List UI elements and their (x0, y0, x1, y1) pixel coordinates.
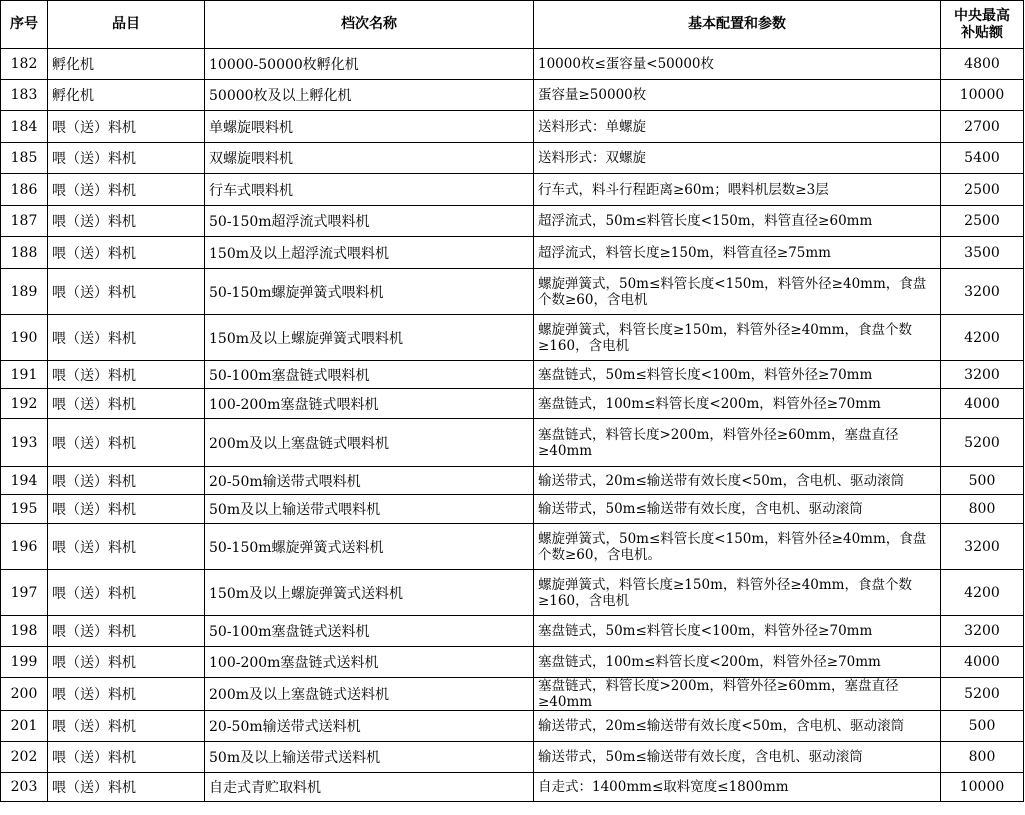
cell-grade: 20-50m输送带式喂料机 (205, 467, 534, 495)
cell-config: 塞盘链式，100m≤料管长度<200m，料管外径≥70mm (534, 647, 941, 678)
cell-config: 行车式，料斗行程距离≥60m；喂料机层数≥3层 (534, 174, 941, 206)
cell-seq: 194 (1, 467, 48, 495)
table-row (1, 80, 1024, 111)
table-row (1, 742, 1024, 773)
cell-seq: 201 (1, 711, 48, 742)
cell-config: 螺旋弹簧式，料管长度≥150m，料管外径≥40mm，食盘个数≥160，含电机 (534, 570, 941, 616)
table-row (1, 111, 1024, 143)
cell-grade: 150m及以上超浮流式喂料机 (205, 237, 534, 269)
cell-subsidy: 4000 (941, 647, 1024, 678)
cell-item: 喂（送）料机 (48, 174, 205, 206)
cell-config: 塞盘链式，料管长度>200m，料管外径≥60mm，塞盘直径≥40mm (534, 678, 941, 711)
cell-grade: 50m及以上输送带式送料机 (205, 742, 534, 773)
cell-config: 输送带式，50m≤输送带有效长度，含电机、驱动滚筒 (534, 495, 941, 524)
cell-item: 喂（送）料机 (48, 773, 205, 802)
cell-item: 喂（送）料机 (48, 467, 205, 495)
cell-config: 输送带式，20m≤输送带有效长度<50m，含电机、驱动滚筒 (534, 467, 941, 495)
cell-grade: 150m及以上螺旋弹簧式送料机 (205, 570, 534, 616)
cell-config: 螺旋弹簧式，50m≤料管长度<150m，料管外径≥40mm，食盘个数≥60，含电机 (534, 269, 941, 315)
cell-subsidy: 3200 (941, 524, 1024, 570)
cell-config: 送料形式：双螺旋 (534, 143, 941, 174)
cell-subsidy: 500 (941, 467, 1024, 495)
cell-config: 塞盘链式，50m≤料管长度<100m，料管外径≥70mm (534, 616, 941, 647)
table-row (1, 143, 1024, 174)
cell-subsidy: 3200 (941, 361, 1024, 389)
cell-seq: 200 (1, 678, 48, 711)
cell-item: 喂（送）料机 (48, 419, 205, 467)
cell-grade: 50-150m螺旋弹簧式送料机 (205, 524, 534, 570)
cell-subsidy: 500 (941, 711, 1024, 742)
cell-grade: 50-100m塞盘链式送料机 (205, 616, 534, 647)
cell-config: 超浮流式，料管长度≥150m，料管直径≥75mm (534, 237, 941, 269)
cell-subsidy: 800 (941, 742, 1024, 773)
cell-item: 喂（送）料机 (48, 143, 205, 174)
cell-grade: 50-150m螺旋弹簧式喂料机 (205, 269, 534, 315)
cell-seq: 197 (1, 570, 48, 616)
cell-config: 塞盘链式，料管长度>200m，料管外径≥60mm，塞盘直径≥40mm (534, 419, 941, 467)
cell-seq: 188 (1, 237, 48, 269)
cell-grade: 20-50m输送带式送料机 (205, 711, 534, 742)
table-row (1, 269, 1024, 315)
cell-grade: 100-200m塞盘链式喂料机 (205, 389, 534, 419)
table-row (1, 495, 1024, 524)
cell-item: 喂（送）料机 (48, 206, 205, 237)
cell-seq: 186 (1, 174, 48, 206)
cell-subsidy: 4000 (941, 389, 1024, 419)
cell-item: 喂（送）料机 (48, 389, 205, 419)
cell-item: 喂（送）料机 (48, 111, 205, 143)
cell-config: 送料形式：单螺旋 (534, 111, 941, 143)
cell-grade: 双螺旋喂料机 (205, 143, 534, 174)
cell-item: 喂（送）料机 (48, 361, 205, 389)
cell-item: 喂（送）料机 (48, 524, 205, 570)
table-row (1, 206, 1024, 237)
table-row (1, 570, 1024, 616)
cell-seq: 183 (1, 80, 48, 111)
cell-subsidy: 5200 (941, 419, 1024, 467)
cell-item: 喂（送）料机 (48, 647, 205, 678)
header-subsidy-line2: 补贴额 (961, 24, 1003, 41)
cell-item: 喂（送）料机 (48, 570, 205, 616)
cell-config: 塞盘链式，100m≤料管长度<200m，料管外径≥70mm (534, 389, 941, 419)
cell-config: 蛋容量≥50000枚 (534, 80, 941, 111)
cell-grade: 行车式喂料机 (205, 174, 534, 206)
cell-subsidy: 10000 (941, 773, 1024, 802)
table-row (1, 678, 1024, 711)
cell-grade: 100-200m塞盘链式送料机 (205, 647, 534, 678)
cell-seq: 199 (1, 647, 48, 678)
table-row (1, 616, 1024, 647)
cell-subsidy: 3200 (941, 269, 1024, 315)
header-seq: 序号 (1, 1, 48, 49)
cell-grade: 自走式青贮取料机 (205, 773, 534, 802)
cell-subsidy: 4200 (941, 315, 1024, 361)
header-row (1, 1, 1024, 49)
cell-item: 喂（送）料机 (48, 742, 205, 773)
cell-seq: 198 (1, 616, 48, 647)
table-row (1, 419, 1024, 467)
cell-subsidy: 2700 (941, 111, 1024, 143)
cell-config: 输送带式，50m≤输送带有效长度，含电机、驱动滚筒 (534, 742, 941, 773)
cell-item: 喂（送）料机 (48, 269, 205, 315)
cell-config: 螺旋弹簧式，50m≤料管长度<150m，料管外径≥40mm，食盘个数≥60，含电机。 (534, 524, 941, 570)
cell-grade: 50m及以上输送带式喂料机 (205, 495, 534, 524)
cell-config: 输送带式，20m≤输送带有效长度<50m，含电机、驱动滚筒 (534, 711, 941, 742)
cell-subsidy: 5200 (941, 678, 1024, 711)
cell-seq: 196 (1, 524, 48, 570)
table-row (1, 49, 1024, 80)
table-row (1, 315, 1024, 361)
cell-seq: 187 (1, 206, 48, 237)
cell-seq: 193 (1, 419, 48, 467)
table-row (1, 237, 1024, 269)
cell-config: 10000枚≤蛋容量<50000枚 (534, 49, 941, 80)
cell-subsidy: 800 (941, 495, 1024, 524)
table-row (1, 174, 1024, 206)
cell-seq: 182 (1, 49, 48, 80)
cell-item: 喂（送）料机 (48, 678, 205, 711)
cell-subsidy: 2500 (941, 174, 1024, 206)
cell-config: 自走式：1400mm≤取料宽度≤1800mm (534, 773, 941, 802)
header-subsidy (941, 1, 1024, 49)
cell-grade: 200m及以上塞盘链式喂料机 (205, 419, 534, 467)
cell-subsidy: 2500 (941, 206, 1024, 237)
cell-seq: 190 (1, 315, 48, 361)
cell-seq: 192 (1, 389, 48, 419)
table-row (1, 773, 1024, 802)
header-grade: 档次名称 (205, 1, 534, 49)
table-row (1, 647, 1024, 678)
cell-seq: 185 (1, 143, 48, 174)
table-row (1, 467, 1024, 495)
table-row (1, 389, 1024, 419)
cell-grade: 150m及以上螺旋弹簧式喂料机 (205, 315, 534, 361)
cell-item: 喂（送）料机 (48, 711, 205, 742)
cell-grade: 10000-50000枚孵化机 (205, 49, 534, 80)
cell-item: 喂（送）料机 (48, 315, 205, 361)
table-row (1, 524, 1024, 570)
cell-item: 孵化机 (48, 80, 205, 111)
cell-subsidy: 4800 (941, 49, 1024, 80)
cell-grade: 50000枚及以上孵化机 (205, 80, 534, 111)
cell-grade: 50-150m超浮流式喂料机 (205, 206, 534, 237)
cell-grade: 50-100m塞盘链式喂料机 (205, 361, 534, 389)
cell-seq: 191 (1, 361, 48, 389)
cell-item: 喂（送）料机 (48, 616, 205, 647)
cell-item: 孵化机 (48, 49, 205, 80)
cell-config: 螺旋弹簧式，料管长度≥150m，料管外径≥40mm，食盘个数≥160，含电机 (534, 315, 941, 361)
cell-item: 喂（送）料机 (48, 495, 205, 524)
table-row (1, 361, 1024, 389)
cell-subsidy: 5400 (941, 143, 1024, 174)
header-subsidy-line1: 中央最高 (954, 7, 1010, 24)
cell-seq: 203 (1, 773, 48, 802)
table-body (1, 49, 1024, 802)
header-item: 品目 (48, 1, 205, 49)
cell-item: 喂（送）料机 (48, 237, 205, 269)
cell-config: 塞盘链式，50m≤料管长度<100m，料管外径≥70mm (534, 361, 941, 389)
cell-subsidy: 4200 (941, 570, 1024, 616)
cell-seq: 202 (1, 742, 48, 773)
cell-subsidy: 3500 (941, 237, 1024, 269)
table-row (1, 711, 1024, 742)
cell-subsidy: 3200 (941, 616, 1024, 647)
cell-seq: 184 (1, 111, 48, 143)
cell-grade: 单螺旋喂料机 (205, 111, 534, 143)
cell-subsidy: 10000 (941, 80, 1024, 111)
cell-seq: 195 (1, 495, 48, 524)
cell-seq: 189 (1, 269, 48, 315)
cell-config: 超浮流式，50m≤料管长度<150m，料管直径≥60mm (534, 206, 941, 237)
cell-grade: 200m及以上塞盘链式送料机 (205, 678, 534, 711)
header-config: 基本配置和参数 (534, 1, 941, 49)
